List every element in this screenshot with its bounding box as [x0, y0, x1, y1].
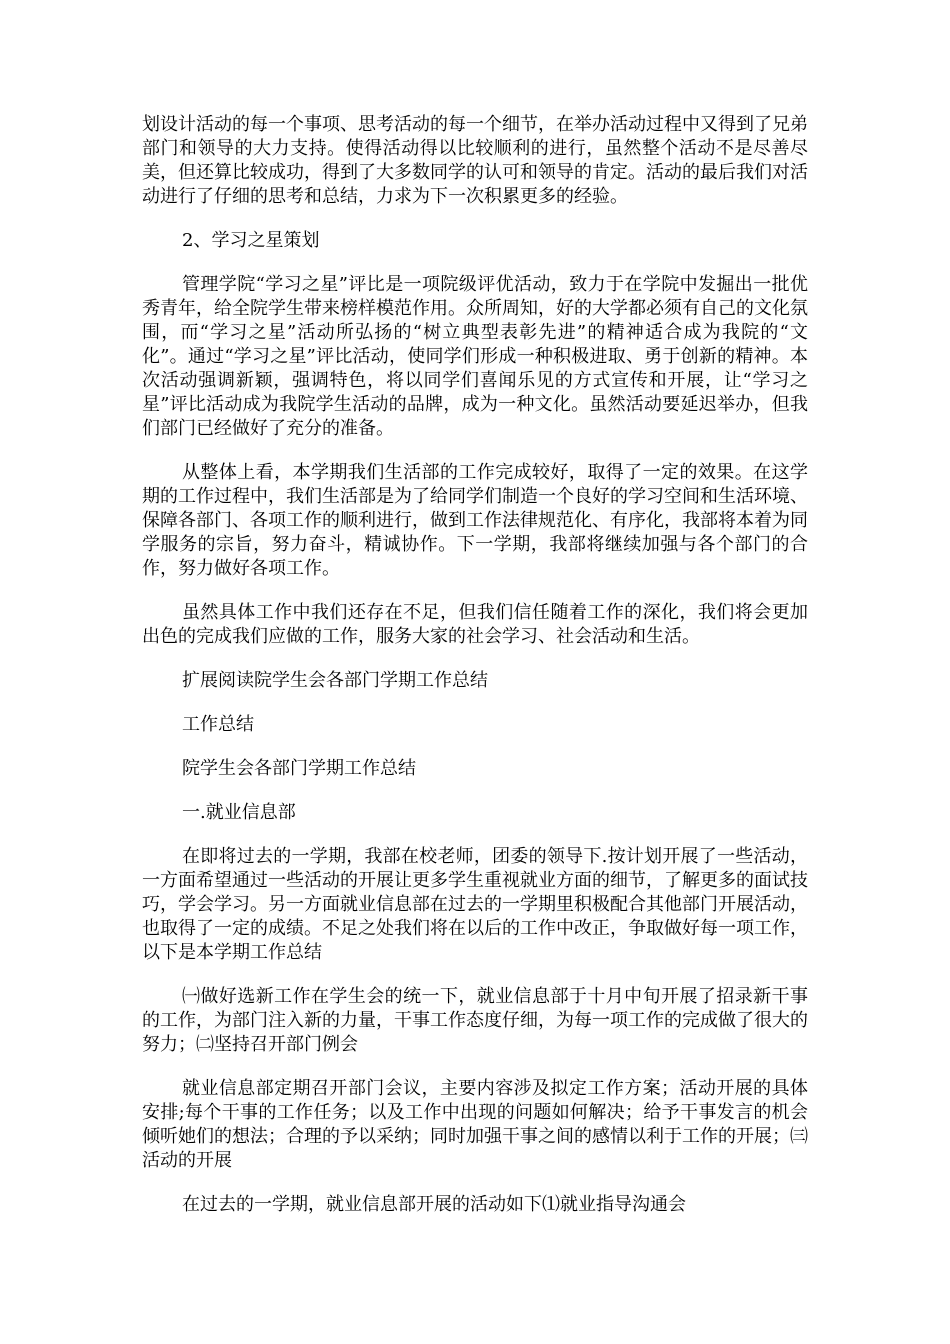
paragraph-meetings: 就业信息部定期召开部门会议，主要内容涉及拟定工作方案；活动开展的具体安排;每个干事的工作任务；以及工作中出现的问题如何解决；给予干事发言的机会倾听她们的想法；合理的予以采纳；同时加强干事之间的感情以利于工作的开展；㈢活动的开展 — [142, 1078, 808, 1171]
department-summary-title: 院学生会各部门学期工作总结 — [182, 758, 416, 779]
section-heading-study-star: 2、学习之星策划 — [182, 230, 320, 251]
paragraph-activities: 在过去的一学期，就业信息部开展的活动如下⑴就业指导沟通会 — [182, 1194, 686, 1215]
paragraph-overall-review: 从整体上看，本学期我们生活部的工作完成较好，取得了一定的效果。在这学期的工作过程中，我们生活部是为了给同学们制造一个良好的学习空间和生活环境、保障各部门、各项工作的顺利进行，做到工作法律规范化、有序化，我部将本着为同学服务的宗旨，努力奋斗，精诚协作。下一学期，我部将继续加强与各个部门的合作，努力做好各项工作。 — [142, 462, 808, 579]
document-body — [142, 113, 808, 1237]
paragraph-shortcomings: 虽然具体工作中我们还存在不足，但我们信任随着工作的深化，我们将会更加出色的完成我们应做的工作，服务大家的社会学习、社会活动和生活。 — [142, 602, 808, 647]
paragraph-employment-intro: 在即将过去的一学期，我部在校老师，团委的领导下.按计划开展了一些活动，一方面希望通过一些活动的开展让更多学生重视就业方面的细节，了解更多的面试技巧，学会学习。另一方面就业信息部在过去的一学期里积极配合其他部门开展活动，也取得了一定的成绩。不足之处我们将在以后的工作中改正，争取做好每一项工作，以下是本学期工作总结 — [142, 846, 808, 963]
paragraph-recruitment: ㈠做好选新工作在学生会的统一下，就业信息部于十月中旬开展了招录新干事的工作，为部门注入新的力量，干事工作态度仔细，为每一项工作的完成做了很大的努力；㈡坚持召开部门例会 — [142, 986, 808, 1055]
extended-reading-title: 扩展阅读院学生会各部门学期工作总结 — [182, 670, 488, 691]
section-heading-employment-info: 一.就业信息部 — [182, 802, 296, 823]
paragraph-study-star: 管理学院“学习之星”评比是一项院级评优活动，致力于在学院中发掘出一批优秀青年，给全院学生带来榜样模范作用。众所周知，好的大学都必须有自己的文化氛围，而“学习之星”活动所弘扬的“树立典型表彰先进”的精神适合成为我院的“文化”。通过“学习之星”评比活动，使同学们形成一种积极进取、勇于创新的精神。本次活动强调新颖，强调特色，将以同学们喜闻乐见的方式宣传和开展，让“学习之星”评比活动成为我院学生活动的品牌，成为一种文化。虽然活动要延迟举办，但我们部门已经做好了充分的准备。 — [142, 274, 808, 439]
paragraph-activity-summary: 划设计活动的每一个事项、思考活动的每一个细节，在举办活动过程中又得到了兄弟部门和领导的大力支持。使得活动得以比较顺利的进行，虽然整个活动不是尽善尽美，但还算比较成功，得到了大多数同学的认可和领导的肯定。活动的最后我们对活动进行了仔细的思考和总结，力求为下一次积累更多的经验。 — [142, 114, 808, 207]
work-summary-title: 工作总结 — [182, 714, 254, 735]
